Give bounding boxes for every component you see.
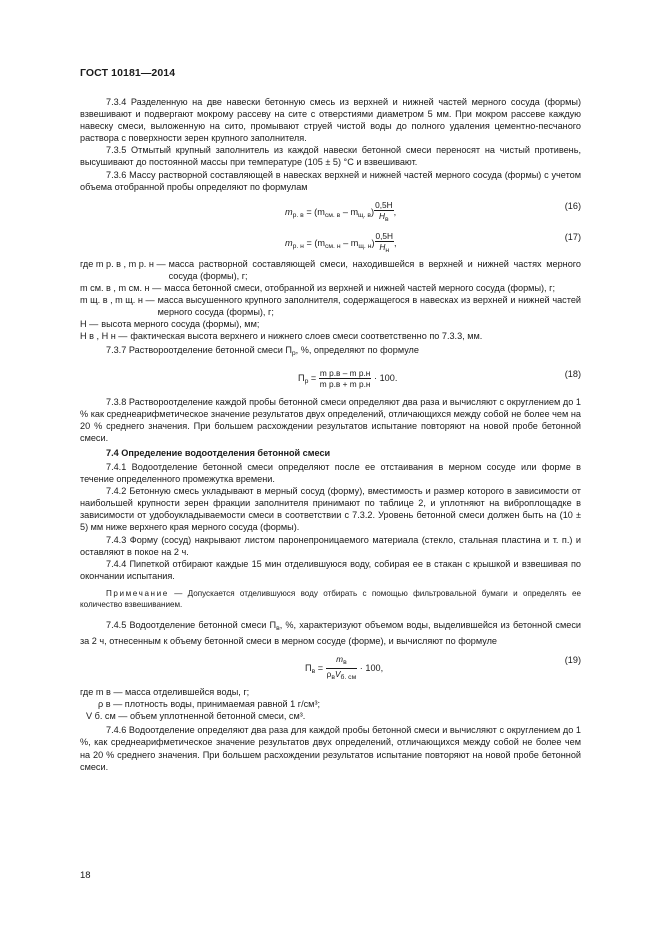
- definitions-list-2: [80, 686, 581, 722]
- formula-number-19: (19): [564, 655, 581, 666]
- definition-item: m щ. в , m щ. н — масса высушенного крупного заполнителя, содержащегося в навесках из верхней и нижней частей мерного сосуда (формы), г;: [80, 295, 581, 318]
- definitions-list-1: [80, 258, 581, 343]
- paragraph-7-4-6: 7.4.6 Водоотделение определяют два раза для каждой пробы бетонной смеси и вычисляют с округлением до 1 %, как среднеарифметическое значение результатов двух определений, отличающихся между собой не более чем на 20 % среднего значения. При большем расхождении результатов испытание повторяют на новой пробе бетонной смеси.: [80, 725, 581, 772]
- formula-16: $m_{р. в} = (m_{см. в} - m_{щ. в})$ $\frac{0,5H}{H_в}$ , (16): [285, 199, 581, 223]
- paragraph-7-3-7: 7.3.7 Раствороотделение бетонной смеси $П_р$, %, определяют по формуле: [106, 345, 419, 358]
- definition-item: ρ в — плотность воды, принимаемая равной 1 г/см³;: [98, 699, 321, 710]
- paragraph-7-4-5: 7.4.5 Водоотделение бетонной смеси $П_в$, %, характеризуют объемом воды, выделившейся из бетонной смеси за 2 ч, отнесенным к объему бетонной смеси в мерном сосуде (форме), и вычисляют по формуле: [80, 619, 582, 646]
- definition-item: m см. в , m см. н — масса бетонной смеси, отобранной из верхней и нижней частей мерного сосуда (формы), г;: [80, 282, 555, 293]
- definition-item: где m р. в , m р. н — масса растворной составляющей смеси, находившейся в верхней и нижней частях мерного сосуда (формы), г;: [80, 258, 581, 281]
- formula-17: $m_{р. н} = (m_{см. н} - m_{щ. н})$ $\frac{0,5H}{H_н}$ , (17): [285, 230, 581, 254]
- document-header: ГОСТ 10181—2014: [80, 67, 176, 79]
- definition-item: H — высота мерного сосуда (формы), мм;: [80, 319, 260, 330]
- formula-18: $П_р$ = $\frac{\text{m р.в – m р.н}}{\text{m р.в + m р.н}}$ · 100. (18): [298, 367, 581, 389]
- paragraph-7-4-3: 7.4.3 Форму (сосуд) накрывают листом паронепроницаемого материала (стекло, стальная пластина и т. п.) и оставляют в покое на 2 ч.: [80, 534, 581, 557]
- note: Примечание — Допускается отделившуюся воду отбирать с помощью фильтровальной бумаги и определять ее количество взвешиванием.: [80, 588, 581, 610]
- section-heading-7-4: 7.4 Определение водоотделения бетонной смеси: [106, 447, 331, 458]
- formula-number-16: (16): [564, 200, 581, 211]
- paragraph-7-4-1: 7.4.1 Водоотделение бетонной смеси определяют после ее отстаивания в мерном сосуде или форме в течение определенного промежутка времени.: [80, 461, 581, 485]
- formula-number-17: (17): [564, 231, 581, 242]
- paragraph-7-3-8: 7.3.8 Раствороотделение каждой пробы бетонной смеси определяют два раза и вычисляют с округлением до 1 % как среднеарифметическое значение результатов двух определений, отличающихся между собой не более чем на 20 % среднего значения. При большем расхождении результатов испытание повторяют на новой пробе бетонной смеси.: [80, 396, 581, 443]
- paragraph-7-3-4: 7.3.4 Разделенную на две навески бетонную смесь из верхней и нижней частей мерного сосуда (формы) взвешивают и подвергают мокрому рассеву на сите с отверстиями диаметром 5 мм. При мокром рассеве каждую навеску смеси, выложенную на сито, промывают струей чистой воды до полного удаления цементно-песчаного раствора с поверхности зерен крупного заполнителя.: [80, 97, 581, 144]
- definition-item: H в , H н — фактическая высота верхнего и нижнего слоев смеси соответственно по 7.3.3, мм.: [80, 331, 483, 342]
- document-body: [80, 96, 581, 773]
- definition-item: где m в — масса отделившейся воды, г;: [80, 687, 250, 698]
- paragraph-7-4-4: 7.4.4 Пипеткой отбирают каждые 15 мин отделившуюся воду, собирая ее в стакан с крышкой и взвешивая по окончании испытания.: [80, 558, 581, 581]
- formula-number-18: (18): [564, 368, 581, 379]
- paragraph-7-3-5: 7.3.5 Отмытый крупный заполнитель из каждой навески бетонной смеси переносят на чистый противень, высушивают до постоянной массы при температуре (105 ± 5) °С и взвешивают.: [80, 145, 581, 168]
- paragraph-7-4-2: 7.4.2 Бетонную смесь укладывают в мерный сосуд (форму), вместимость и размер которого в зависимости от наибольшей крупности зерен фракции заполнителя принимают по таблице 2, и уплотняют на виброплощадке в зависимости от удобоукладываемости смеси в соответствии с 7.3.2. Уровень бетонной смеси должен быть на (10 ± 5) мм ниже верхнего края мерного сосуда (формы).: [80, 486, 581, 533]
- formula-19: $П_в$ = $\frac{m_в}{\rho_вV_{б. см}}$ · 100, (19): [305, 654, 581, 682]
- definition-item: V б. см — объем уплотненной бетонной смеси, см³.: [86, 711, 306, 722]
- paragraph-7-3-6: 7.3.6 Массу растворной составляющей в навесках верхней и нижней частей мерного сосуда (формы) с учетом объема отобранной пробы определяют по формулам: [80, 169, 581, 192]
- page-number: 18: [80, 870, 91, 881]
- note-label: Примечание: [106, 588, 169, 598]
